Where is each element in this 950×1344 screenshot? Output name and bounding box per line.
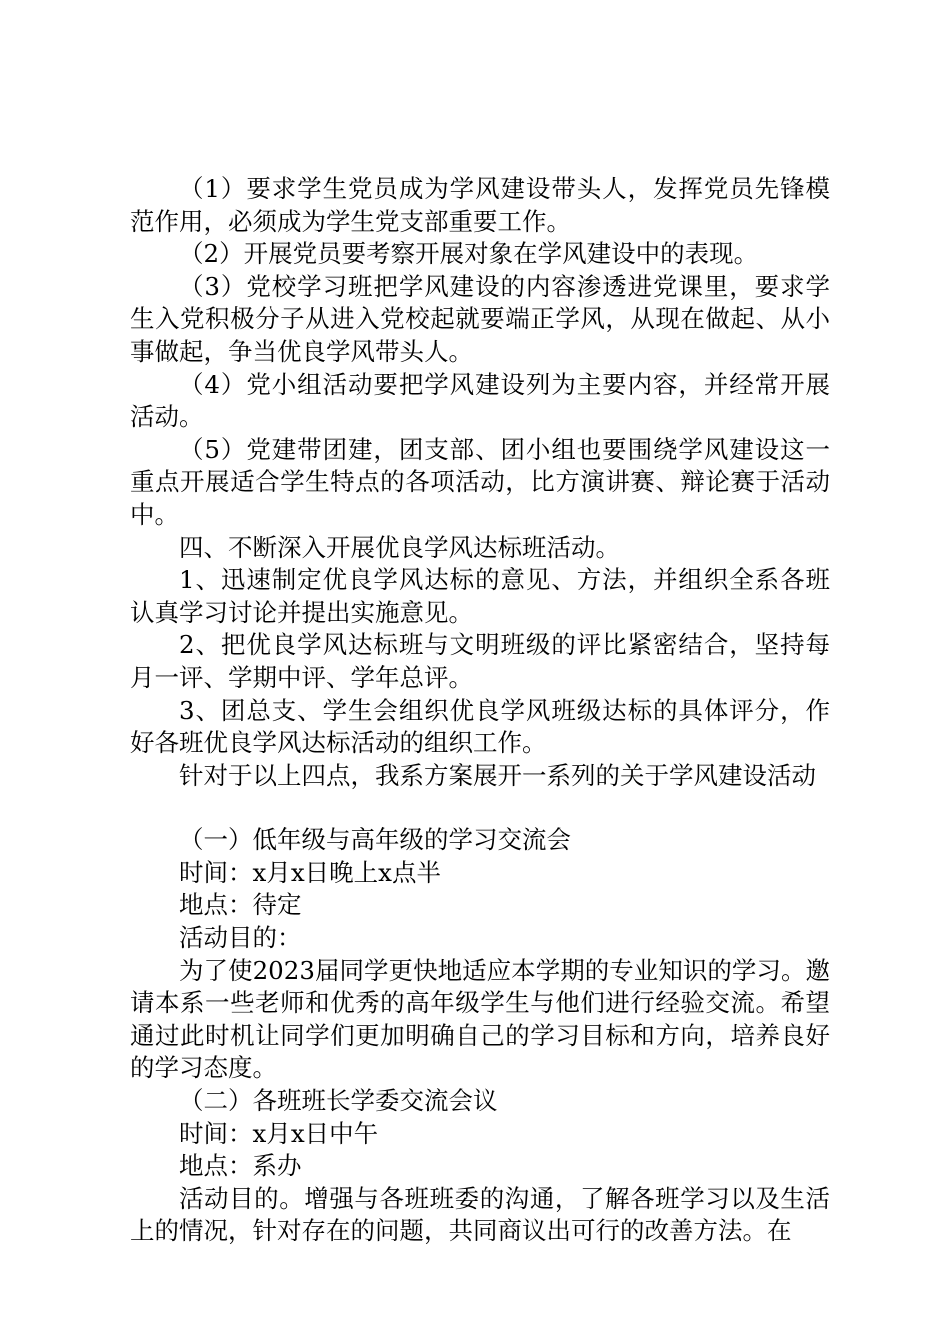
activity-2-time: 时间：x月x日中午 xyxy=(179,1118,379,1148)
activity-1-place: 地点：待定 xyxy=(179,890,302,920)
paragraph-member-review: （2）开展党员要考察开展对象在学风建设中的表现。 xyxy=(179,239,759,269)
section-heading-four: 四、不断深入开展优良学风达标班活动。 xyxy=(179,532,620,562)
document-body xyxy=(130,173,830,1248)
paragraph-item-2: 2、把优良学风达标班与文明班级的评比紧密结合，坚持每月一评、学期中评、学年总评。 xyxy=(130,630,830,692)
paragraph-party-member-lead: （1）要求学生党员成为学风建设带头人，发挥党员先锋模范作用，必须成为学生党支部重要工作。 xyxy=(130,174,830,236)
paragraph-league-building: （5）党建带团建，团支部、团小组也要围绕学风建设这一重点开展适合学生特点的各项活动，比方演讲赛、辩论赛于活动中。 xyxy=(130,434,830,529)
paragraph-gap xyxy=(130,792,830,824)
paragraph-item-1: 1、迅速制定优良学风达标的意见、方法，并组织全系各班认真学习讨论并提出实施意见。 xyxy=(130,565,830,627)
paragraph-party-school: （3）党校学习班把学风建设的内容渗透进党课里，要求学生入党积极分子从进入党校起就要端正学风，从现在做起、从小事做起，争当优良学风带头人。 xyxy=(130,271,830,366)
activity-2-place: 地点：系办 xyxy=(179,1151,302,1181)
paragraph-summary: 针对于以上四点，我系方案展开一系列的关于学风建设活动 xyxy=(179,760,816,790)
activity-1-purpose-label: 活动目的： xyxy=(179,923,302,953)
activity-1-purpose-text: 为了使2023届同学更快地适应本学期的专业知识的学习。邀请本系一些老师和优秀的高年级学生与他们进行经验交流。希望通过此时机让同学们更加明确自己的学习目标和方向，培养良好的学习态度。 xyxy=(130,955,830,1083)
activity-1-title: （一）低年级与高年级的学习交流会 xyxy=(179,825,571,855)
activity-1-time: 时间：x月x日晚上x点半 xyxy=(179,857,441,887)
activity-2-purpose-text: 活动目的。增强与各班班委的沟通，了解各班学习以及生活上的情况，针对存在的问题，共同商议出可行的改善方法。在 xyxy=(130,1183,830,1246)
paragraph-item-3: 3、团总支、学生会组织优良学风班级达标的具体评分，作好各班优良学风达标活动的组织工作。 xyxy=(130,695,830,758)
activity-2-title: （二）各班班长学委交流会议 xyxy=(179,1086,498,1116)
paragraph-party-group: （4）党小组活动要把学风建设列为主要内容，并经常开展活动。 xyxy=(130,369,830,432)
